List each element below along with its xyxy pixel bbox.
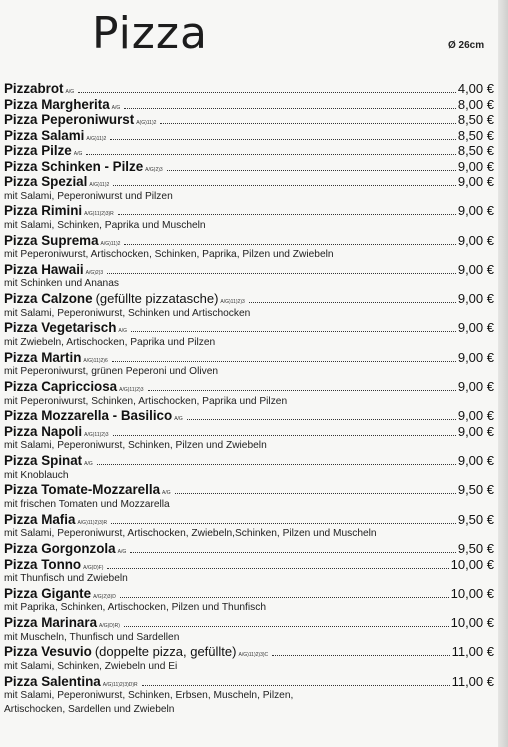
- menu-item-row: [4, 644, 494, 660]
- item-name: Pizza Gorgonzola: [4, 541, 116, 557]
- item-allergens: A/G)11)2)3)R: [77, 519, 108, 526]
- item-allergens: A/G)2)3: [85, 269, 104, 276]
- item-price: 9,00 €: [457, 423, 494, 439]
- dot-leader: [118, 214, 456, 215]
- menu-item-row: [4, 557, 494, 573]
- dot-leader: [124, 108, 456, 109]
- item-price: 9,00 €: [457, 203, 494, 219]
- menu-item: [4, 350, 494, 379]
- item-description: mit Muscheln, Thunfisch und Sardellen: [4, 631, 180, 643]
- item-allergens: A/G)11)2)3: [220, 299, 245, 306]
- item-description: mit Salami, Peperoniwurst, Schinken, Pilzen und Zwiebeln: [4, 440, 267, 452]
- dot-leader: [107, 568, 448, 569]
- item-price: 9,00 €: [457, 408, 494, 424]
- item-price: 9,00 €: [457, 291, 494, 307]
- menu-item: [4, 128, 494, 144]
- menu-item-row: [4, 615, 494, 631]
- item-allergens: A/G)D)F): [83, 564, 104, 571]
- dot-leader: [113, 185, 456, 186]
- dot-leader: [249, 302, 456, 303]
- menu-item: [4, 379, 494, 408]
- item-name: Pizza Salentina: [4, 673, 101, 689]
- item-name: Pizza Tomate-Mozzarella: [4, 482, 161, 498]
- item-name: Pizza Salami: [4, 127, 85, 143]
- menu-item-row: [4, 541, 494, 557]
- dot-leader: [86, 154, 455, 155]
- item-description: mit Paprika, Schinken, Artischocken, Pilzen und Thunfisch: [4, 602, 266, 614]
- item-price: 9,00 €: [457, 232, 494, 248]
- page-title: Pizza: [92, 8, 208, 59]
- item-allergens: A/G)11)2)3)D)R: [102, 681, 138, 688]
- menu-item: [4, 291, 494, 320]
- menu-item: [4, 81, 494, 97]
- item-price: 9,00 €: [457, 349, 494, 365]
- item-name: Pizza Napoli: [4, 423, 83, 439]
- dot-leader: [78, 92, 456, 93]
- size-note: Ø 26cm: [448, 40, 485, 51]
- item-name: Pizza Peperoniwurst: [4, 112, 135, 127]
- menu-item-row: [4, 143, 494, 159]
- item-description: Artischocken, Sardellen und Zwiebeln: [4, 704, 175, 716]
- menu-item-row: [4, 424, 494, 440]
- item-description: mit Salami, Peperoniwurst, Schinken, Erbsen, Muscheln, Pilzen,: [4, 690, 294, 702]
- menu-item: [4, 233, 494, 262]
- menu-item-row: [4, 512, 494, 528]
- menu-item-row: [4, 174, 494, 190]
- item-extra: (gefüllte pizzatasche): [95, 291, 219, 307]
- menu-item: [4, 320, 494, 349]
- item-allergens: A/G: [118, 328, 128, 335]
- item-extra: (doppelte pizza, gefüllte): [94, 644, 237, 660]
- item-description: mit Salami, Schinken, Paprika und Muscheln: [4, 219, 206, 231]
- menu-item-row: [4, 81, 494, 97]
- item-description: mit Salami, Schinken, Zwiebeln und Ei: [4, 660, 178, 672]
- dot-leader: [160, 123, 455, 124]
- item-price: 10,00 €: [450, 615, 494, 631]
- item-name: Pizza Spinat: [4, 453, 83, 469]
- item-description: mit Schinken und Ananas: [4, 278, 119, 290]
- menu-item: [4, 424, 494, 453]
- item-name: Pizza Martin: [4, 349, 82, 365]
- item-allergens: A(G)11)2: [136, 120, 157, 126]
- item-description: mit Salami, Peperoniwurst, Schinken und Artischocken: [4, 307, 251, 319]
- dot-leader: [120, 597, 449, 598]
- item-price: 11,00 €: [451, 673, 494, 689]
- item-allergens: A/G)2)3: [145, 166, 163, 173]
- dot-leader: [148, 390, 456, 391]
- dot-leader: [175, 493, 456, 494]
- menu-item-row: [4, 291, 494, 307]
- menu-item: [4, 453, 494, 482]
- item-description: mit Thunfisch und Zwiebeln: [4, 573, 128, 585]
- menu-item: [4, 203, 494, 232]
- menu-item: [4, 97, 494, 113]
- menu-item: [4, 586, 494, 615]
- menu-item: [4, 112, 494, 128]
- menu-item-row: [4, 233, 494, 249]
- item-description: mit Salami, Peperoniwurst und Pilzen: [4, 190, 173, 202]
- item-price: 9,00 €: [457, 261, 494, 277]
- menu-item-row: [4, 97, 494, 113]
- item-name: Pizzabrot: [4, 81, 64, 96]
- item-price: 9,00 €: [457, 453, 494, 469]
- menu-item-row: [4, 408, 494, 424]
- item-allergens: A/G: [84, 461, 93, 468]
- menu-item: [4, 262, 494, 291]
- item-allergens: A/G: [73, 151, 83, 157]
- item-price: 9,50 €: [457, 482, 494, 498]
- item-name: Pizza Suprema: [4, 232, 99, 248]
- dot-leader: [272, 655, 449, 656]
- menu-item-row: [4, 379, 494, 395]
- dot-leader: [107, 273, 456, 274]
- menu-item-row: [4, 350, 494, 366]
- pizza-menu-list: [4, 81, 494, 717]
- dot-leader: [130, 552, 456, 553]
- menu-item-row: [4, 159, 494, 175]
- menu-item-row: [4, 203, 494, 219]
- item-allergens: A/G)11)2: [86, 135, 107, 142]
- item-description: mit Zwiebeln, Artischocken, Paprika und Pilzen: [4, 336, 216, 348]
- menu-item-row: [4, 586, 494, 602]
- item-description: mit Knoblauch: [4, 469, 69, 481]
- menu-item: [4, 557, 494, 586]
- item-price: 11,00 €: [451, 644, 494, 660]
- menu-item: [4, 408, 494, 424]
- menu-item: [4, 482, 494, 511]
- item-price: 8,50 €: [457, 127, 494, 143]
- item-name: Pizza Calzone: [4, 291, 93, 307]
- item-price: 9,00 €: [457, 379, 494, 395]
- dot-leader: [124, 626, 449, 627]
- menu-item: [4, 512, 494, 541]
- menu-item: [4, 143, 494, 159]
- item-name: Pizza Pilze: [4, 143, 72, 158]
- menu-item: [4, 174, 494, 203]
- menu-item-row: [4, 674, 494, 690]
- item-description: mit Peperoniwurst, Schinken, Artischocken, Paprika und Pilzen: [4, 395, 288, 407]
- item-allergens: A/G: [174, 416, 183, 423]
- item-name: Pizza Marinara: [4, 615, 98, 631]
- page-edge: [498, 0, 508, 747]
- menu-item: [4, 615, 494, 644]
- dot-leader: [124, 244, 455, 245]
- menu-item-row: [4, 453, 494, 469]
- item-price: 8,50 €: [457, 143, 494, 158]
- menu-item-row: [4, 128, 494, 144]
- item-price: 9,50 €: [457, 511, 494, 527]
- item-price: 8,50 €: [457, 112, 494, 127]
- item-allergens: A/G)11)2: [100, 240, 121, 247]
- item-name: Pizza Mozzarella - Basilico: [4, 408, 173, 424]
- item-name: Pizza Vegetarisch: [4, 320, 117, 336]
- item-name: Pizza Schinken - Pilze: [4, 158, 144, 174]
- menu-item: [4, 159, 494, 175]
- item-price: 9,00 €: [457, 158, 494, 174]
- item-price: 9,00 €: [457, 320, 494, 336]
- item-name: Pizza Hawaii: [4, 261, 84, 277]
- item-allergens: A/G: [65, 89, 75, 95]
- dot-leader: [142, 685, 450, 686]
- menu-item: [4, 541, 494, 557]
- menu-item-row: [4, 482, 494, 498]
- dot-leader: [110, 139, 456, 140]
- item-name: Pizza Spezial: [4, 174, 88, 189]
- menu-item: [4, 674, 494, 717]
- item-allergens: A/G)11)2)6: [83, 357, 108, 364]
- dot-leader: [112, 361, 456, 362]
- item-description: mit Peperoniwurst, Artischocken, Schinken, Paprika, Pilzen und Zwiebeln: [4, 249, 334, 261]
- item-allergens: A/G)11)2)3: [84, 431, 109, 438]
- dot-leader: [113, 435, 456, 436]
- item-allergens: A/G)D)R): [99, 623, 120, 630]
- dot-leader: [131, 331, 456, 332]
- dot-leader: [187, 419, 456, 420]
- item-price: 10,00 €: [450, 556, 494, 572]
- item-name: Pizza Gigante: [4, 585, 92, 601]
- item-allergens: A/G: [111, 104, 121, 111]
- item-price: 10,00 €: [450, 585, 494, 601]
- dot-leader: [111, 523, 456, 524]
- item-allergens: A/G)11)2: [89, 182, 110, 188]
- menu-item: [4, 644, 494, 673]
- item-description: mit frischen Tomaten und Mozzarella: [4, 498, 170, 510]
- item-name: Pizza Mafia: [4, 511, 76, 527]
- dot-leader: [167, 170, 456, 171]
- item-price: 4,00 €: [457, 81, 494, 96]
- item-allergens: A/G)11)2)3)R: [84, 211, 114, 218]
- item-allergens: A/G)11)2)3)C: [238, 652, 269, 659]
- item-allergens: A/G: [117, 549, 127, 556]
- item-description: mit Peperoniwurst, grünen Peperoni und Oliven: [4, 366, 219, 378]
- item-name: Pizza Tonno: [4, 556, 82, 572]
- item-price: 9,50 €: [457, 541, 494, 557]
- item-name: Pizza Vesuvio: [4, 644, 92, 660]
- item-allergens: A/G)2)3)D: [93, 593, 116, 600]
- item-name: Pizza Capricciosa: [4, 379, 118, 395]
- item-name: Pizza Margherita: [4, 96, 110, 112]
- menu-item-row: [4, 262, 494, 278]
- item-description: mit Salami, Peperoniwurst, Artischocken, Zwiebeln,Schinken, Pilzen und Muscheln: [4, 528, 377, 540]
- item-price: 8,00 €: [457, 96, 494, 112]
- item-allergens: A/G)11)2)3: [119, 387, 144, 394]
- item-name: Pizza Rimini: [4, 203, 83, 219]
- menu-item-row: [4, 320, 494, 336]
- menu-item-row: [4, 112, 494, 128]
- dot-leader: [97, 464, 456, 465]
- item-allergens: A/G: [162, 490, 171, 497]
- item-price: 9,00 €: [457, 174, 494, 189]
